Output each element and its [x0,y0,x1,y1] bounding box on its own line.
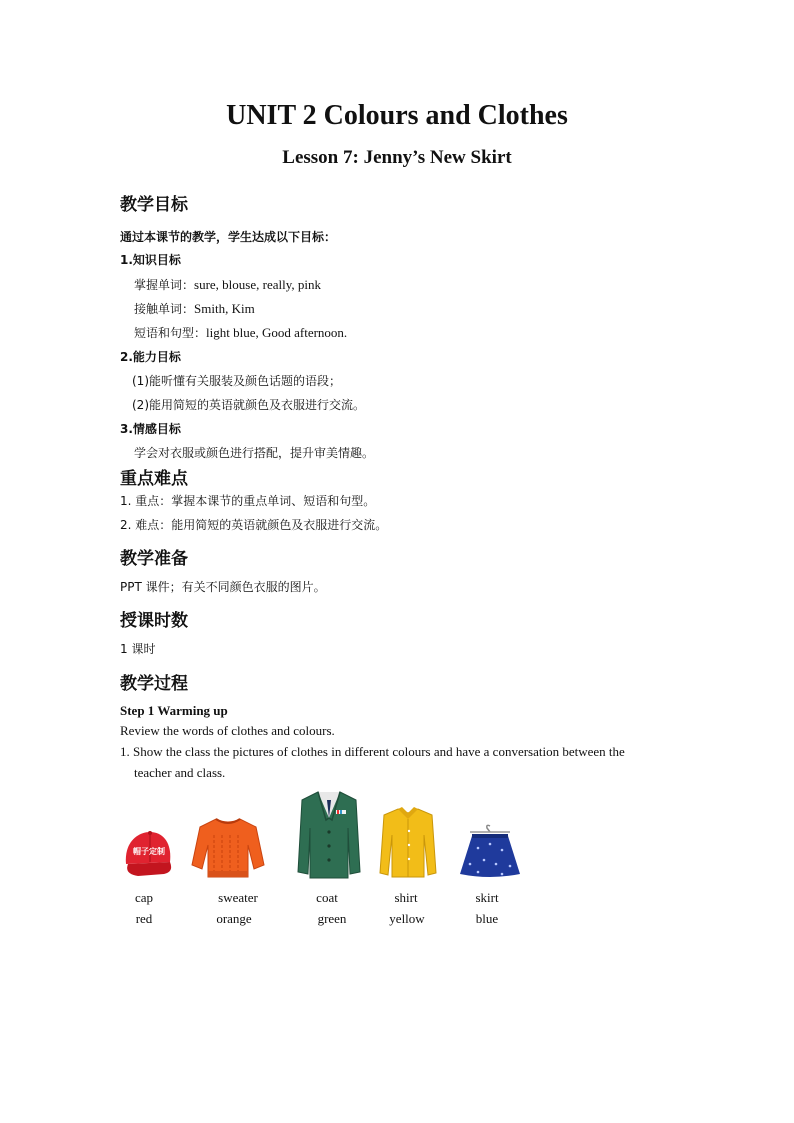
review-text: Review the words of clothes and colours. [120,723,335,738]
unit-title: UNIT 2 Colours and Clothes [226,100,568,131]
goals-intro: 通过本课节的教学，学生达成以下目标： [120,230,337,244]
skirt-icon [456,824,524,880]
hours-heading: 授课时数 [120,611,188,631]
key-points-heading: 重点难点 [120,469,188,489]
clothes-colour-orange: orange [216,911,252,926]
phrase-label: 短语和句型： [134,326,207,340]
clothes-colour-yellow: yellow [389,911,425,926]
master-words-line [134,276,321,294]
step-item-1-line-1: 1. Show the class the pictures of clothes in different colours and have a conversation between the [120,744,625,759]
cap-icon [120,828,176,880]
clothes-colour-green: green [317,911,347,926]
hours-text: 1 课时 [120,642,156,656]
shirt-icon [378,805,438,881]
phrase-line [134,324,347,342]
step-item-1-line-2: teacher and class. [134,765,226,780]
process-heading: 教学过程 [120,674,188,694]
contact-words: Smith, Kim [194,301,255,316]
sweater-icon [190,815,266,881]
clothes-item-skirt: skirt [475,890,499,905]
clothes-item-shirt: shirt [394,890,418,905]
clothes-item-cap: cap [134,890,154,905]
knowledge-heading: 1.知识目标 [120,253,181,267]
prep-text: PPT 课件；有关不同颜色衣服的图片。 [120,580,326,594]
goals-heading: 教学目标 [120,195,188,215]
master-words-label: 掌握单词： [134,278,195,292]
contact-words-line [134,300,255,318]
emotion-item-1: 学会对衣服或颜色进行搭配，提升审美情趣。 [134,446,375,460]
ability-item-1: (1)能听懂有关服装及颜色话题的语段； [132,374,341,388]
ability-item-2: (2)能用简短的英语就颜色及衣服进行交流。 [132,398,365,412]
emotion-heading: 3.情感目标 [120,422,181,436]
clothes-item-sweater: sweater [218,890,258,905]
prep-heading: 教学准备 [120,549,188,569]
contact-words-label: 接触单词： [134,302,195,316]
lesson-title: Lesson 7: Jenny’s New Skirt [282,147,512,168]
clothes-colour-red: red [135,911,153,926]
cap-print-text: 帽子定制 [133,847,165,856]
phrase-words: light blue, Good afternoon. [206,325,348,340]
clothes-colour-blue: blue [475,911,499,926]
clothes-item-coat: coat [316,890,338,905]
coat-icon [296,788,362,880]
ability-heading: 2.能力目标 [120,350,181,364]
master-words: sure, blouse, really, pink [194,277,321,292]
key-point-1: 1. 重点：掌握本课节的重点单词、短语和句型。 [120,494,376,508]
step-1-heading: Step 1 Warming up [120,703,228,718]
key-point-2: 2. 难点：能用简短的英语就颜色及衣服进行交流。 [120,518,388,532]
